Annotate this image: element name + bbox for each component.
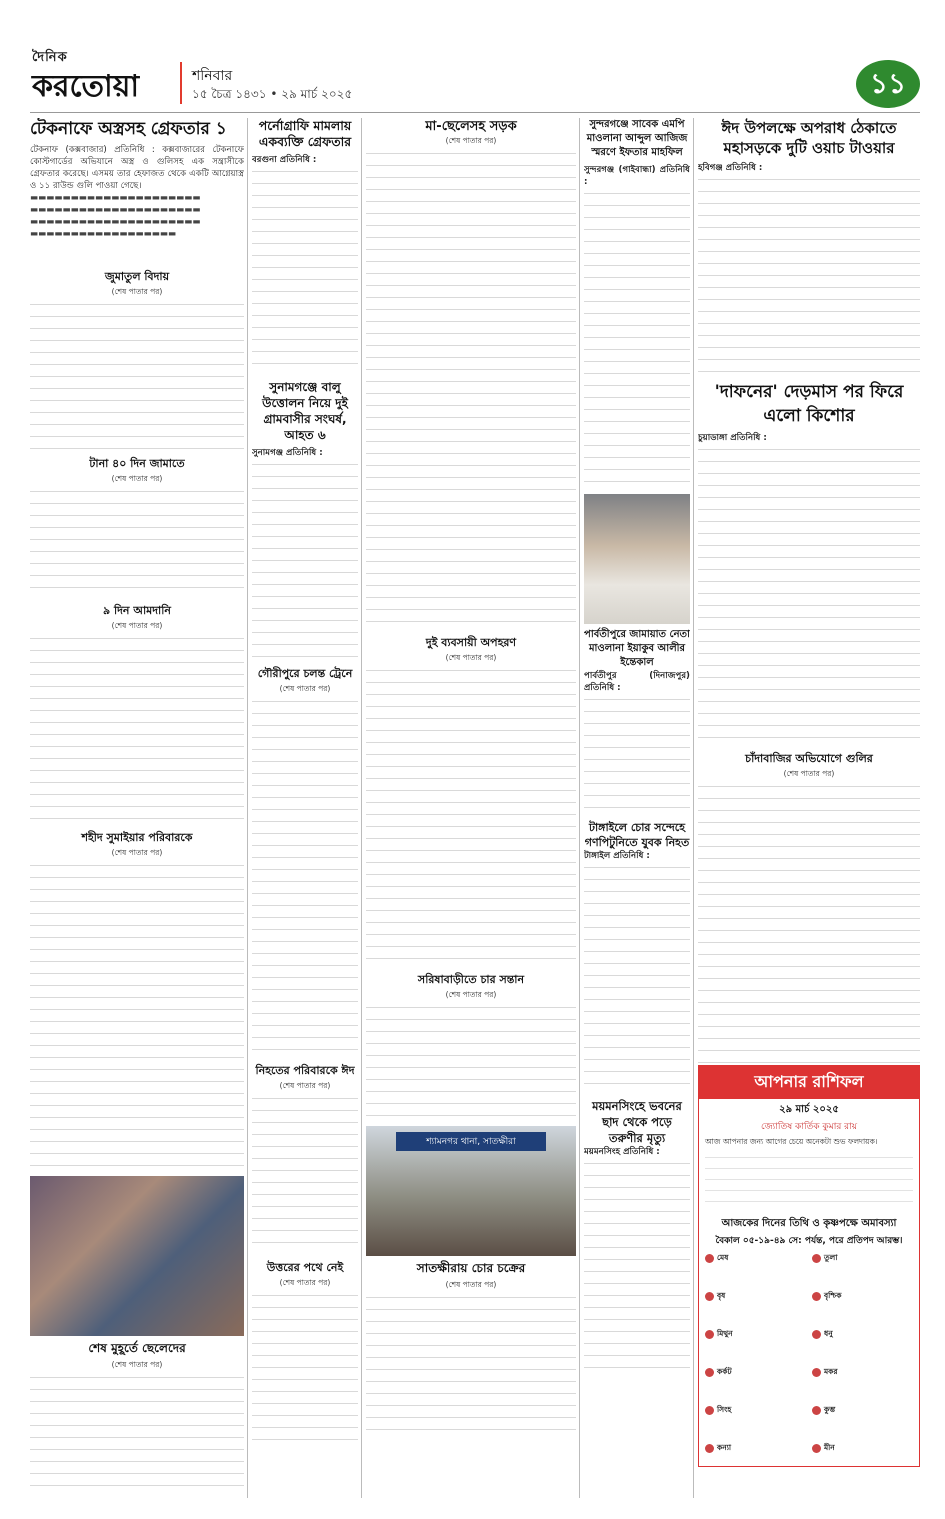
article-body-text bbox=[252, 1093, 358, 1253]
zodiac-icon bbox=[705, 1444, 714, 1453]
zodiac-icon bbox=[705, 1406, 714, 1415]
photo-caption: শেষ মুহূর্তে ছেলেদের bbox=[88, 1341, 186, 1355]
continued-note: (শেষ পাতার পর) bbox=[111, 621, 163, 630]
horoscope-date: ২৯ মার্চ ২০২৫ bbox=[779, 1104, 839, 1115]
byline: হবিগঞ্জ প্রতিনিধি : bbox=[698, 163, 763, 173]
headline-watch-tower: ঈদ উপলক্ষে অপরাধ ঠেকাতে মহাসড়কে দুটি ওয়াচ টাওয়ার bbox=[721, 119, 897, 157]
column-4 bbox=[584, 118, 690, 1498]
horoscope-tithi: আজকের দিনের তিথি ও কৃষ্ণপক্ষে অমাবস্যা bbox=[721, 1218, 897, 1229]
article-body-text bbox=[584, 694, 690, 814]
continued-note: (শেষ পাতার পর) bbox=[445, 990, 497, 999]
article-body-text bbox=[366, 665, 576, 965]
horoscope-box bbox=[698, 1065, 920, 1467]
article-body-text bbox=[698, 444, 920, 744]
zodiac-icon bbox=[705, 1292, 714, 1301]
headline-sunamganj-clash: সুনামগঞ্জে বালু উত্তোলন নিয়ে দুই গ্রামবাসীর সংঘর্ষ, আহত ৬ bbox=[262, 380, 348, 442]
continued-note: (শেষ পাতার পর) bbox=[111, 1360, 163, 1369]
zodiac-icon bbox=[812, 1406, 821, 1415]
byline: বরগুনা প্রতিনিধি : bbox=[252, 155, 317, 165]
article-body-text bbox=[30, 633, 244, 823]
sign-entry: মকর bbox=[812, 1366, 913, 1404]
continued-note: (শেষ পাতার পর) bbox=[445, 136, 497, 145]
byline: সুন্দরগঞ্জ (গাইবান্ধা) প্রতিনিধি : bbox=[584, 165, 690, 187]
headline-mymensingh-death: ময়মনসিংহে ভবনের ছাদ থেকে পড়ে তরুণীর মৃত্যু bbox=[592, 1099, 682, 1145]
continued-note: (শেষ পাতার পর) bbox=[445, 1280, 497, 1289]
article-teknaf-lead: টেকনাফ (কক্সবাজার) প্রতিনিধি : কক্সবাজারের টেকনাফে কোস্টগার্ডের অভিযানে অস্ত্র ও গুলিসহ এক সন্ত্রাসীকে গ্রেফতার করেছে। এসময় তার হেফাজত থেকে একটি আগ্নেয়াস্ত্র ও ১১ রাউন্ড গুলি পাওয়া গেছে। bbox=[30, 145, 244, 191]
clothing-market-photo bbox=[30, 1176, 244, 1336]
masthead-divider bbox=[180, 62, 182, 104]
article-body-text bbox=[252, 1290, 358, 1450]
subhead-tana-40-din: টানা ৪০ দিন জামাতে bbox=[89, 457, 185, 470]
masthead-rule bbox=[30, 112, 920, 113]
subhead-shahid-sumaiya: শহীদ সুমাইয়ার পরিবারকে bbox=[81, 831, 193, 844]
column-3 bbox=[366, 118, 576, 1498]
subhead-extortion-firing: চাঁদাবাজির অভিযোগে গুলির bbox=[745, 752, 873, 765]
horoscope-title: আপনার রাশিফল bbox=[699, 1066, 919, 1099]
article-body-text bbox=[698, 174, 920, 374]
continued-note: (শেষ পাতার পর) bbox=[111, 474, 163, 483]
byline: চুয়াডাঙ্গা প্রতিনিধি : bbox=[698, 433, 767, 443]
headline-road-accident: মা-ছেলেসহ সড়ক bbox=[425, 119, 517, 134]
article-body-text bbox=[30, 860, 244, 1170]
article-body-text bbox=[252, 459, 358, 659]
headline-iftar-mahfil: সুন্দরগঞ্জে সাবেক এমপি মাওলানা আব্দুল আজিজ স্মরণে ইফতার মাহফিল bbox=[586, 119, 688, 158]
continued-note: (শেষ পাতার পর) bbox=[783, 769, 835, 778]
sign-entry: কর্কট bbox=[705, 1366, 806, 1404]
sign-entry: মীন bbox=[812, 1442, 913, 1480]
police-station-photo bbox=[366, 1126, 576, 1256]
article-body-text bbox=[30, 1372, 244, 1492]
article-body-text bbox=[252, 166, 358, 371]
zodiac-icon bbox=[705, 1330, 714, 1339]
headline-kishore-returns: 'দাফনের' দেড়মাস পর ফিরে এলো কিশোর bbox=[714, 382, 904, 426]
subhead-jumatul-bida: জুমাতুল বিদায় bbox=[104, 270, 170, 283]
zodiac-icon bbox=[705, 1254, 714, 1263]
logo-small: দৈনিক bbox=[32, 50, 68, 65]
zodiac-icon bbox=[705, 1368, 714, 1377]
headline-pornography-arrest: পর্নোগ্রাফি মামলায় একব্যক্তি গ্রেফতার bbox=[258, 118, 352, 149]
subhead-9-din-amdani: ৯ দিন আমদানি bbox=[103, 604, 171, 617]
article-body-text bbox=[698, 781, 920, 1101]
sign-entry: বৃশ্চিক bbox=[812, 1290, 913, 1328]
horoscope-signs bbox=[699, 1248, 919, 1484]
headline-tangail-mob-beating: টাঙ্গাইলে চোর সন্দেহে গণপিটুনিতে যুবক নিহত bbox=[584, 821, 690, 849]
issue-date: ১৫ চৈত্র ১৪৩১ • ২৯ মার্চ ২০২৫ bbox=[192, 87, 353, 101]
zodiac-icon bbox=[812, 1292, 821, 1301]
headline-teknaf: টেকনাফে অস্ত্রসহ গ্রেফতার ১ bbox=[30, 119, 227, 139]
sign-entry: কন্যা bbox=[705, 1442, 806, 1480]
column-1 bbox=[30, 118, 244, 1498]
article-body-text bbox=[30, 299, 244, 449]
byline: সুনামগঞ্জ প্রতিনিধি : bbox=[252, 448, 323, 458]
photo-caption: সাতক্ষীরায় চোর চক্রের bbox=[416, 1261, 526, 1275]
masthead bbox=[0, 0, 945, 112]
sign-entry: মেষ bbox=[705, 1252, 806, 1290]
horoscope-intro: আজ আপনার জন্য আগের চেয়ে অনেকটা শুভ ফলদায়ক। bbox=[705, 1137, 878, 1146]
sign-entry: ধনু bbox=[812, 1328, 913, 1366]
horoscope-table bbox=[705, 1152, 913, 1212]
article-body-text bbox=[252, 696, 358, 1056]
article-body-text bbox=[366, 1002, 576, 1122]
column-divider bbox=[579, 118, 580, 1498]
issue-day: শনিবার bbox=[192, 68, 233, 84]
newspaper-logo: করতোয়া bbox=[32, 69, 140, 104]
byline: টাঙ্গাইল প্রতিনিধি : bbox=[584, 851, 650, 861]
subhead-two-traders-abducted: দুই ব্যবসায়ী অপহরণ bbox=[425, 636, 517, 649]
sign-entry: বৃষ bbox=[705, 1290, 806, 1328]
zodiac-icon bbox=[812, 1330, 821, 1339]
column-divider bbox=[361, 118, 362, 1498]
article-body-text bbox=[584, 1158, 690, 1378]
article-body-text bbox=[366, 148, 576, 628]
zodiac-icon bbox=[812, 1368, 821, 1377]
horoscope-signs-right bbox=[812, 1252, 913, 1480]
column-divider bbox=[693, 118, 694, 1498]
subhead-sarishabari: সরিষাবাড়ীতে চার সন্তান bbox=[417, 973, 525, 986]
photo-sign-label: শ্যামনগর থানা, সাতক্ষীরা bbox=[396, 1132, 546, 1151]
continued-note: (শেষ পাতার পর) bbox=[111, 287, 163, 296]
horoscope-author: জ্যোতিষ কার্তিক কুমার রায় bbox=[760, 1122, 858, 1132]
sign-entry: সিংহ bbox=[705, 1404, 806, 1442]
article-body-text bbox=[584, 188, 690, 488]
continued-note: (শেষ পাতার পর) bbox=[279, 1081, 331, 1090]
article-body-text bbox=[30, 486, 244, 596]
horoscope-tithi-time: বৈকাল ০৫-১৯-৪৯ সে: পর্যন্ত, পরে প্রতিপদ আরম্ভ। bbox=[715, 1236, 903, 1246]
byline: ময়মনসিংহ প্রতিনিধি : bbox=[584, 1147, 660, 1157]
sign-entry: তুলা bbox=[812, 1252, 913, 1290]
article-body-text bbox=[366, 1292, 576, 1432]
continued-note: (শেষ পাতার পর) bbox=[279, 684, 331, 693]
zodiac-icon bbox=[812, 1254, 821, 1263]
subhead-nihoter-poribar: নিহতের পরিবারকে ঈদ bbox=[255, 1064, 355, 1077]
zodiac-icon bbox=[812, 1444, 821, 1453]
portrait-photo bbox=[584, 494, 690, 624]
article-body-text bbox=[584, 862, 690, 1092]
column-divider bbox=[247, 118, 248, 1498]
sign-entry: কুম্ভ bbox=[812, 1404, 913, 1442]
horoscope-signs-left bbox=[705, 1252, 806, 1480]
column-2 bbox=[252, 118, 358, 1498]
page-number-badge: ১১ bbox=[856, 60, 920, 108]
continued-note: (শেষ পাতার পর) bbox=[279, 1278, 331, 1287]
article-teknaf-body: ▬▬▬▬▬▬▬▬▬▬▬▬▬▬▬▬▬▬▬▬▬ ▬▬▬▬▬▬▬▬▬▬▬▬▬▬▬▬▬▬▬▬▬ ▬▬▬▬▬▬▬▬▬▬▬▬▬▬▬▬▬▬▬▬▬ ▬▬▬▬▬▬▬▬▬▬▬▬▬▬▬▬▬▬ bbox=[30, 193, 201, 239]
subhead-uttorer-pothe: উত্তরের পথে নেই bbox=[266, 1261, 344, 1274]
subhead-gouripur-train: গৌরীপুরে চলন্ত ট্রেনে bbox=[257, 667, 353, 680]
byline: পার্বতীপুর (দিনাজপুর) প্রতিনিধি : bbox=[584, 671, 690, 693]
continued-note: (শেষ পাতার পর) bbox=[111, 848, 163, 857]
headline-obituary: পার্বতীপুরে জামায়াত নেতা মাওলানা ইয়াকুব আলীর ইন্তেকাল bbox=[584, 629, 690, 668]
continued-note: (শেষ পাতার পর) bbox=[445, 653, 497, 662]
sign-entry: মিথুন bbox=[705, 1328, 806, 1366]
